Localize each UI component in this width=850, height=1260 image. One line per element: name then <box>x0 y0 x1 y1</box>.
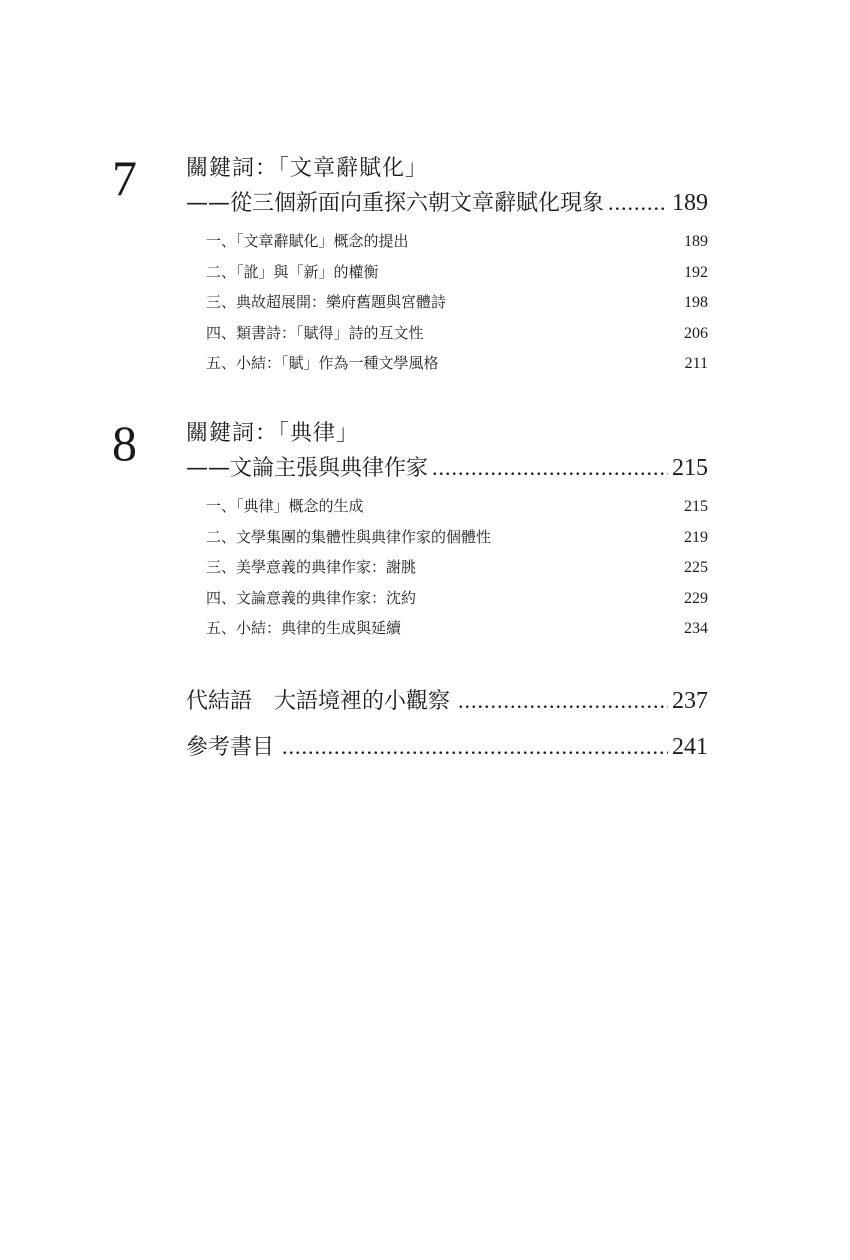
section-title: 一、「典律」概念的生成 <box>206 497 364 515</box>
backmatter-page-number: 237 <box>672 688 708 714</box>
section-title: 一、「文章辭賦化」概念的提出 <box>206 232 409 250</box>
section-list <box>206 495 708 648</box>
backmatter-label: 參考書目 <box>186 735 275 760</box>
section-title: 二、「訛」與「新」的權衡 <box>206 262 379 281</box>
section-page-number: 211 <box>684 355 708 372</box>
chapter-subtitle: ——從三個新面向重探六朝文章辭賦化現象 <box>186 191 605 216</box>
section-page-number: 192 <box>684 263 708 281</box>
section-entry[interactable] <box>206 587 708 618</box>
section-title: 五、小結：典律的生成與延續 <box>206 619 402 637</box>
section-title: 四、文論意義的典律作家：沈約 <box>206 588 417 607</box>
section-title: 三、美學意義的典律作家：謝朓 <box>206 558 417 576</box>
section-entry[interactable] <box>206 352 708 383</box>
dot-leader <box>458 686 668 716</box>
section-page-number: 219 <box>684 528 708 546</box>
backmatter-title: 大語境裡的小觀察 <box>274 689 451 714</box>
chapter-subtitle: ——文論主張與典律作家 <box>186 456 429 481</box>
backmatter-page-number: 241 <box>672 734 708 760</box>
section-page-number: 189 <box>684 233 708 250</box>
section-list <box>206 230 708 383</box>
section-page-number: 229 <box>684 589 708 607</box>
section-entry[interactable] <box>206 556 708 587</box>
section-entry[interactable] <box>206 617 708 648</box>
backmatter-row <box>186 686 708 717</box>
chapter-number: 8 <box>112 415 137 471</box>
section-page-number: 215 <box>684 498 708 515</box>
chapter-number: 7 <box>112 150 137 206</box>
dot-leader <box>432 453 668 483</box>
section-entry[interactable] <box>206 526 708 557</box>
dot-leader <box>282 732 668 762</box>
section-entry[interactable] <box>206 322 708 353</box>
backmatter-entry-bibliography[interactable] <box>186 732 708 763</box>
chapter-subtitle-row <box>186 453 708 484</box>
section-page-number: 198 <box>684 294 708 311</box>
backmatter-row <box>186 732 708 763</box>
dot-leader <box>608 188 668 218</box>
backmatter-label: 代結語 <box>186 689 253 714</box>
section-entry[interactable] <box>206 495 708 526</box>
section-entry[interactable] <box>206 230 708 261</box>
chapter-page-number: 189 <box>672 190 708 216</box>
chapter-page-number: 215 <box>672 455 708 481</box>
section-entry[interactable] <box>206 261 708 292</box>
backmatter-entry-conclusion[interactable] <box>186 686 708 717</box>
section-title: 四、類書詩：「賦得」詩的互文性 <box>206 323 424 342</box>
section-title: 五、小結：「賦」作為一種文學風格 <box>206 354 439 372</box>
chapter-title: 關鍵詞：「文章辭賦化」 <box>186 156 429 181</box>
section-page-number: 206 <box>684 324 708 342</box>
chapter-title: 關鍵詞：「典律」 <box>186 421 360 446</box>
section-title: 二、文學集團的集體性與典律作家的個體性 <box>206 527 492 546</box>
section-entry[interactable] <box>206 291 708 322</box>
section-page-number: 234 <box>684 620 708 637</box>
chapter-subtitle-row <box>186 188 708 219</box>
section-title: 三、典故超展開：樂府舊題與宮體詩 <box>206 293 447 311</box>
section-page-number: 225 <box>684 559 708 576</box>
